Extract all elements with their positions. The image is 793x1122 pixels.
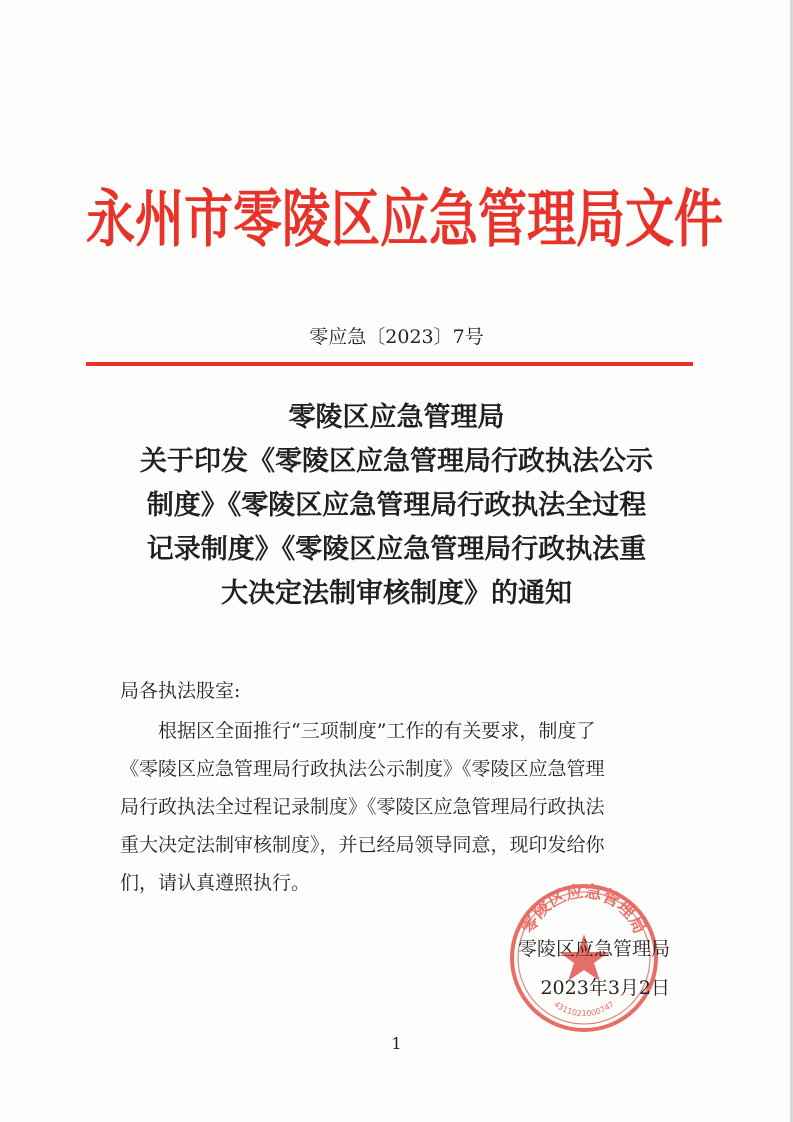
red-separator-line <box>86 362 693 366</box>
page-number: 1 <box>391 1034 402 1053</box>
signature-date: 2023年3月2日 <box>540 977 670 999</box>
signature-organization: 零陵区应急管理局 <box>517 938 670 960</box>
body-line: 重大决定法制审核制度》，并已经局领导同意，现印发给你 <box>120 834 605 856</box>
body-line: 根据区全面推行“三项制度”工作的有关要求，制度了 <box>158 720 596 742</box>
notice-title-line: 零陵区应急管理局 <box>288 402 505 433</box>
notice-title-line: 记录制度》《零陵区应急管理局行政执法重 <box>146 534 647 565</box>
body-line: 《零陵区应急管理局行政执法公示制度》《零陵区应急管理 <box>120 758 605 780</box>
notice-title-line: 关于印发《零陵区应急管理局行政执法公示 <box>140 446 653 477</box>
salutation: 局各执法股室: <box>120 680 241 702</box>
body-paragraph <box>120 712 686 902</box>
signature-block <box>480 930 670 1008</box>
document-number: 零应急〔2023〕7号 <box>309 326 484 348</box>
seal-code: 4311021000747 <box>552 999 616 1019</box>
notice-title-line: 大决定法制审核制度》的通知 <box>221 578 572 609</box>
notice-title <box>100 396 693 616</box>
notice-title-line: 制度》《零陵区应急管理局行政执法全过程 <box>146 490 647 521</box>
body-line: 们，请认真遵照执行。 <box>120 872 311 894</box>
document-header-title: 永州市零陵区应急管理局文件 <box>86 182 724 256</box>
body-line: 局行政执法全过程记录制度》《零陵区应急管理局行政执法 <box>120 796 605 818</box>
seal-text: 零陵区应急管理局 <box>518 882 650 938</box>
